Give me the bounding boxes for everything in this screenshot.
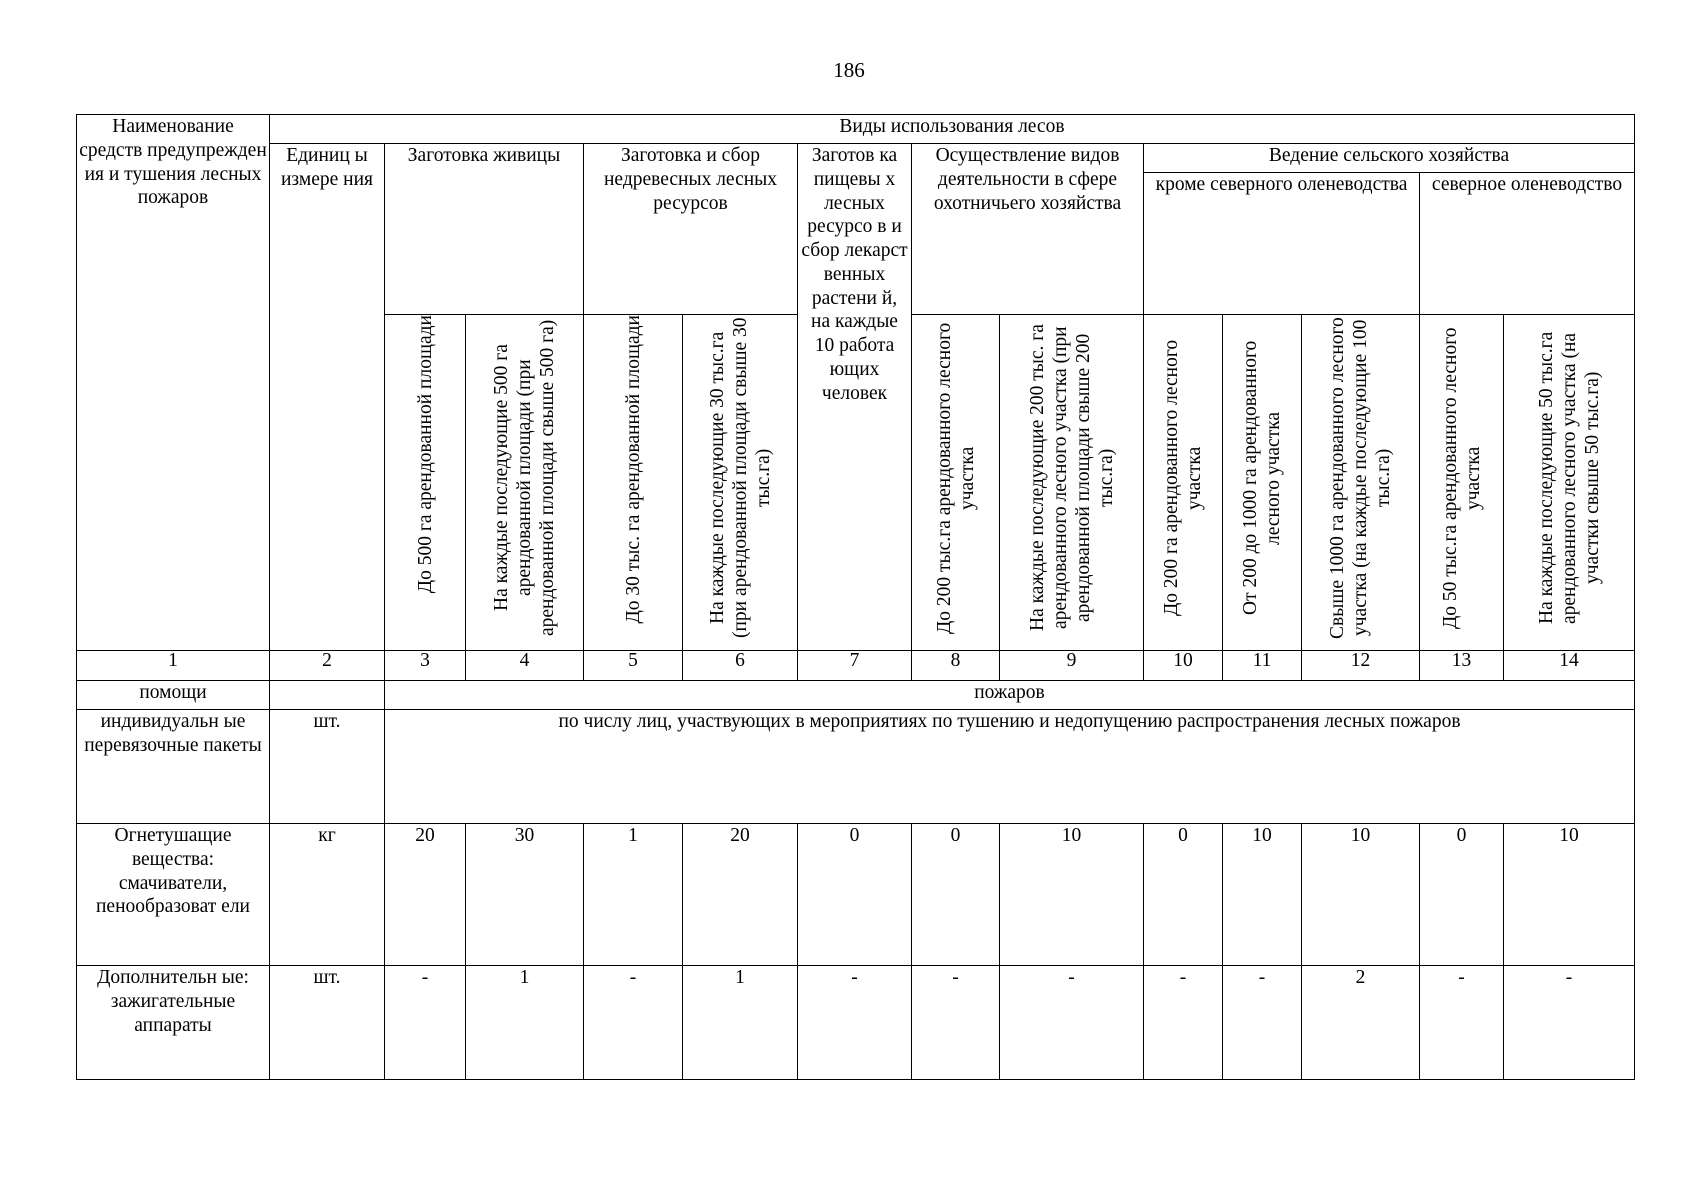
col-number: 4 [466, 651, 584, 681]
col-number: 2 [270, 651, 385, 681]
subheader-col3: До 500 га арендованной площади [385, 315, 466, 651]
cell-value: 1 [466, 966, 584, 1080]
header-zhivitsa: Заготовка живицы [385, 144, 584, 315]
row-unit: кг [270, 824, 385, 966]
cell-value: - [798, 966, 912, 1080]
row-unit: шт. [270, 966, 385, 1080]
cell-value: 30 [466, 824, 584, 966]
row-name: помощи [77, 681, 270, 710]
fire-equipment-table [76, 114, 1635, 1080]
col-number: 1 [77, 651, 270, 681]
cell-value: 0 [912, 824, 1000, 966]
row-span-text: пожаров [385, 681, 1635, 710]
row-unit: шт. [270, 710, 385, 824]
cell-value: 10 [1504, 824, 1635, 966]
header-forest-use-types: Виды использования лесов [270, 115, 1635, 144]
col-number: 8 [912, 651, 1000, 681]
column-number-row [77, 651, 1635, 681]
cell-value: 0 [798, 824, 912, 966]
subheader-col9: На каждые последующие 200 тыс. га арендованного лесного участка (при арендованной площади свыше 200 тыс.га) [1000, 315, 1144, 651]
cell-value: - [1000, 966, 1144, 1080]
subheader-col14: На каждые последующие 50 тыс.га арендованного лесного участка (на участки свыше 50 тыс.га) [1504, 315, 1635, 651]
cell-value: - [1420, 966, 1504, 1080]
row-name: Дополнительн ые: зажигательные аппараты [77, 966, 270, 1080]
subheader-col8: До 200 тыс.га арендованного лесного участка [912, 315, 1000, 651]
col-number: 14 [1504, 651, 1635, 681]
header-severnoe: северное оленеводство [1420, 173, 1635, 315]
row-name: Огнетушащие вещества: смачиватели, пенообразоват ели [77, 824, 270, 966]
page-number: 186 [833, 58, 865, 82]
table-row [77, 824, 1635, 966]
cell-value: 20 [385, 824, 466, 966]
cell-value: - [1504, 966, 1635, 1080]
header-nedrevesnye: Заготовка и сбор недревесных лесных ресурсов [584, 144, 798, 315]
cell-value: - [1223, 966, 1302, 1080]
cell-value: 20 [683, 824, 798, 966]
row-unit [270, 681, 385, 710]
row-name: индивидуальн ые перевязочные пакеты [77, 710, 270, 824]
col-number: 10 [1144, 651, 1223, 681]
table-row [77, 681, 1635, 710]
cell-value: 1 [584, 824, 683, 966]
cell-value: 10 [1000, 824, 1144, 966]
row-span-text: по числу лиц, участвующих в мероприятиях по тушению и недопущению распространения лесных пожаров [385, 710, 1635, 824]
col-number: 12 [1302, 651, 1420, 681]
header-pischevye: Заготов ка пищевы х лесных ресурсо в и сбор лекарст венных растени й, на каждые 10 работа ющих человек [798, 144, 912, 651]
header-selkhoz: Ведение сельского хозяйства [1144, 144, 1635, 173]
col-number: 6 [683, 651, 798, 681]
subheader-col13: До 50 тыс.га арендованного лесного участка [1420, 315, 1504, 651]
col-number: 9 [1000, 651, 1144, 681]
cell-value: 10 [1302, 824, 1420, 966]
col-number: 13 [1420, 651, 1504, 681]
cell-value: 10 [1223, 824, 1302, 966]
header-okhota: Осуществление видов деятельности в сфере охотничьего хозяйства [912, 144, 1144, 315]
header-unit: Единиц ы измере ния [270, 144, 385, 651]
subheader-col10: До 200 га арендованного лесного участка [1144, 315, 1223, 651]
subheader-col6: На каждые последующие 30 тыс.га (при арендованной площади свыше 30 тыс.га) [683, 315, 798, 651]
subheader-col4: На каждые последующие 500 га арендованной площади (при арендованной площади свыше 500 га) [466, 315, 584, 651]
cell-value: - [1144, 966, 1223, 1080]
subheader-col12: Свыше 1000 га арендованного лесного участка (на каждые последующие 100 тыс.га) [1302, 315, 1420, 651]
header-name: Наименование средств предупрежден ия и тушения лесных пожаров [77, 115, 270, 651]
cell-value: - [912, 966, 1000, 1080]
table-row [77, 710, 1635, 824]
col-number: 5 [584, 651, 683, 681]
subheader-col11: От 200 до 1000 га арендованного лесного участка [1223, 315, 1302, 651]
cell-value: 0 [1420, 824, 1504, 966]
cell-value: - [385, 966, 466, 1080]
table-row [77, 966, 1635, 1080]
cell-value: - [584, 966, 683, 1080]
header-krome-severnogo: кроме северного оленеводства [1144, 173, 1420, 315]
col-number: 7 [798, 651, 912, 681]
col-number: 3 [385, 651, 466, 681]
subheader-col5: До 30 тыс. га арендованной площади [584, 315, 683, 651]
col-number: 11 [1223, 651, 1302, 681]
cell-value: 1 [683, 966, 798, 1080]
cell-value: 2 [1302, 966, 1420, 1080]
cell-value: 0 [1144, 824, 1223, 966]
